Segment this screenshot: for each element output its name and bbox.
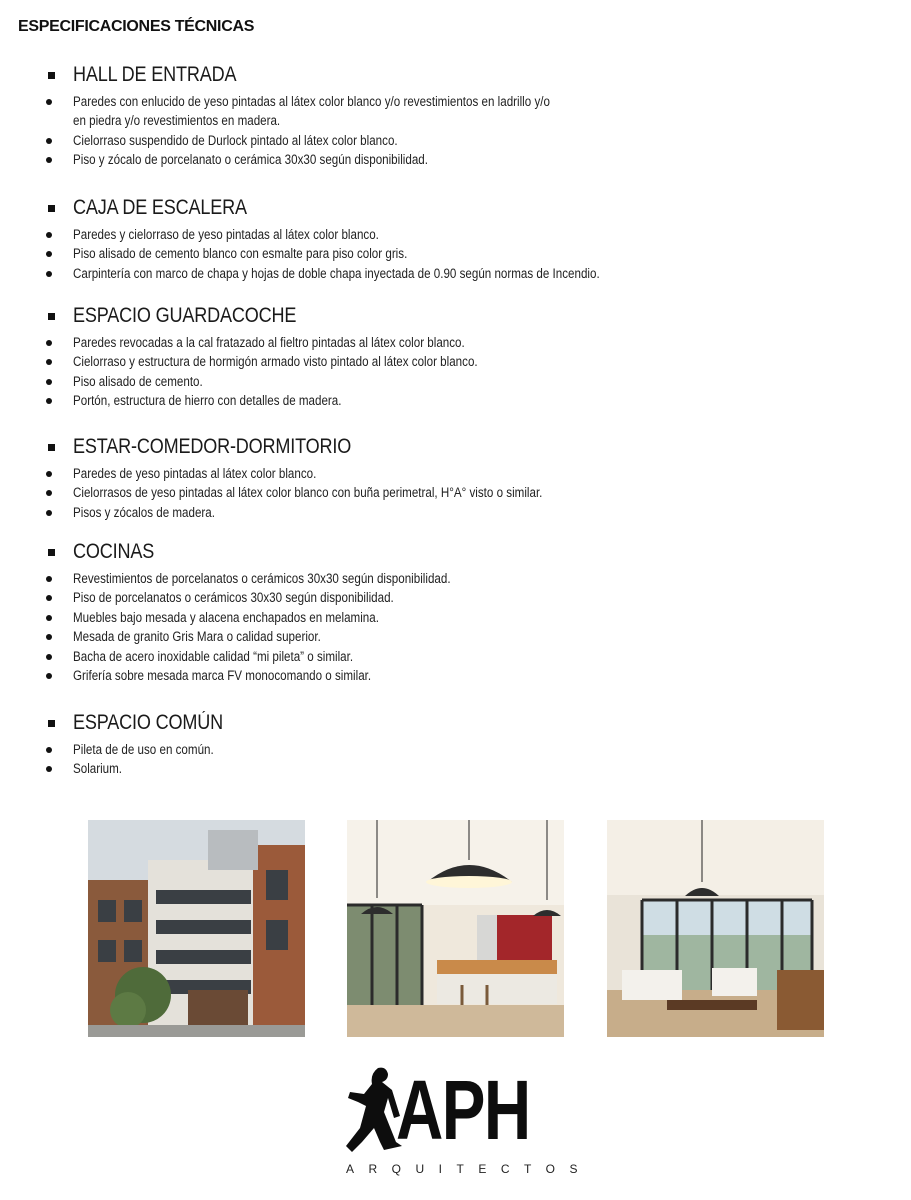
list-item: Piso y zócalo de porcelanato o cerámica 30x30 según disponibilidad.	[44, 150, 864, 169]
section-hall-de-entrada	[44, 62, 864, 170]
section-title: CAJA DE ESCALERA	[73, 196, 247, 219]
square-bullet-icon	[48, 313, 55, 320]
section-cocinas	[44, 539, 864, 685]
square-bullet-icon	[48, 205, 55, 212]
list-item: Portón, estructura de hierro con detalles de madera.	[44, 391, 864, 410]
square-bullet-icon	[48, 720, 55, 727]
list-item: Piso alisado de cemento blanco con esmalte para piso color gris.	[44, 244, 864, 263]
list-item: Paredes con enlucido de yeso pintadas al látex color blanco y/o revestimientos en ladrillo y/o en piedra y/o revestimientos en madera.	[44, 92, 864, 131]
bullet-icon	[46, 157, 52, 163]
section-espacio-comun	[44, 710, 864, 779]
section-title: COCINAS	[73, 540, 155, 563]
bullet-icon	[46, 673, 52, 679]
bullet-icon	[46, 271, 52, 277]
bullet-icon	[46, 359, 52, 365]
square-bullet-icon	[48, 72, 55, 79]
list-item: Piso alisado de cemento.	[44, 372, 864, 391]
logo-subtitle: ARQUITECTOS	[346, 1162, 592, 1176]
bullet-icon	[46, 379, 52, 385]
section-title: HALL DE ENTRADA	[73, 63, 237, 86]
list-item: Solarium.	[44, 759, 864, 778]
square-bullet-icon	[48, 444, 55, 451]
list-item: Muebles bajo mesada y alacena enchapados en melamina.	[44, 608, 864, 627]
square-bullet-icon	[48, 549, 55, 556]
bullet-icon	[46, 471, 52, 477]
bullet-icon	[46, 99, 52, 105]
bullet-icon	[46, 576, 52, 582]
bullet-icon	[46, 138, 52, 144]
section-title: ESPACIO COMÚN	[73, 711, 223, 734]
document-title: ESPECIFICACIONES TÉCNICAS	[18, 18, 255, 35]
bullet-icon	[46, 766, 52, 772]
aph-logo	[340, 1062, 592, 1182]
section-espacio-guardacoche	[44, 303, 864, 411]
section-caja-de-escalera	[44, 195, 864, 283]
bullet-icon	[46, 654, 52, 660]
section-estar-comedor-dormitorio	[44, 434, 864, 522]
list-item: Paredes de yeso pintadas al látex color blanco.	[44, 464, 864, 483]
list-item: Grifería sobre mesada marca FV monocomando o similar.	[44, 666, 864, 685]
list-item: Pileta de de uso en común.	[44, 740, 864, 759]
bullet-icon	[46, 340, 52, 346]
bullet-icon	[46, 251, 52, 257]
bullet-icon	[46, 747, 52, 753]
list-item: Mesada de granito Gris Mara o calidad superior.	[44, 627, 864, 646]
section-title: ESTAR-COMEDOR-DORMITORIO	[73, 435, 352, 458]
list-item: Bacha de acero inoxidable calidad “mi pileta” o similar.	[44, 647, 864, 666]
bullet-icon	[46, 595, 52, 601]
list-item: Piso de porcelanatos o cerámicos 30x30 según disponibilidad.	[44, 588, 864, 607]
living-room-photo	[607, 820, 824, 1037]
bullet-icon	[46, 232, 52, 238]
kitchen-interior-photo	[347, 820, 564, 1037]
bullet-icon	[46, 398, 52, 404]
list-item: Cielorraso y estructura de hormigón armado visto pintado al látex color blanco.	[44, 352, 864, 371]
bullet-icon	[46, 615, 52, 621]
list-item: Revestimientos de porcelanatos o cerámicos 30x30 según disponibilidad.	[44, 569, 864, 588]
bullet-icon	[46, 634, 52, 640]
list-item: Paredes y cielorraso de yeso pintadas al látex color blanco.	[44, 225, 864, 244]
list-item: Carpintería con marco de chapa y hojas de doble chapa inyectada de 0.90 según normas de Incendio.	[44, 264, 864, 283]
building-exterior-photo	[88, 820, 305, 1037]
logo-text: APH	[396, 1063, 530, 1157]
section-title: ESPACIO GUARDACOCHE	[73, 304, 297, 327]
list-item: Cielorraso suspendido de Durlock pintado al látex color blanco.	[44, 131, 864, 150]
bullet-icon	[46, 510, 52, 516]
list-item: Paredes revocadas a la cal fratazado al fieltro pintadas al látex color blanco.	[44, 333, 864, 352]
list-item: Cielorrasos de yeso pintadas al látex color blanco con buña perimetral, H°A° visto o similar.	[44, 483, 864, 502]
list-item: Pisos y zócalos de madera.	[44, 503, 864, 522]
bullet-icon	[46, 490, 52, 496]
